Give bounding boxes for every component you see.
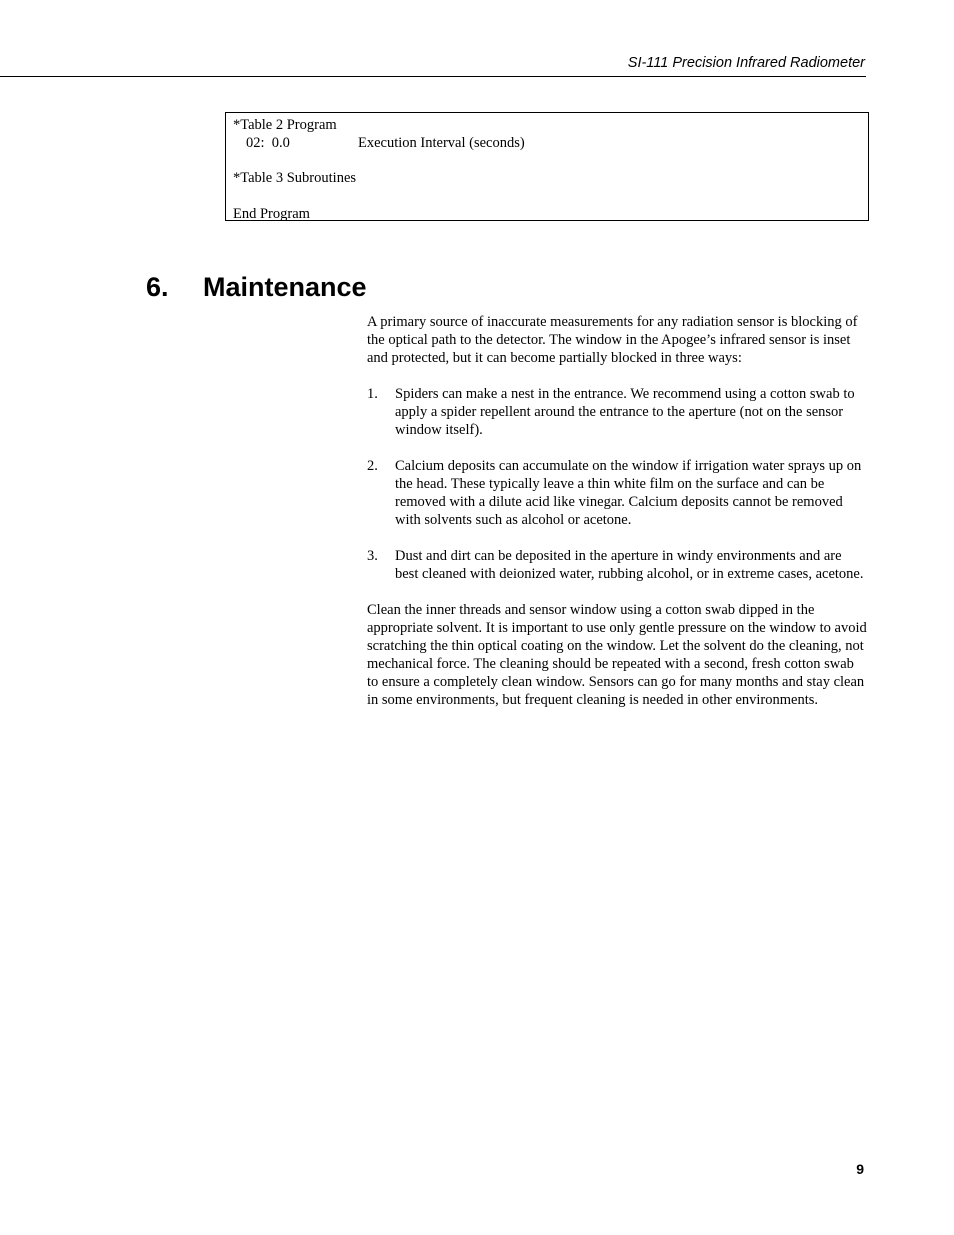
list-item (367, 385, 867, 439)
list-item-text: Dust and dirt can be deposited in the aperture in windy environments and are best cleaned with deionized water, rubbing alcohol, or in extreme cases, acetone. (395, 548, 864, 582)
intro-paragraph: A primary source of inaccurate measurements for any radiation sensor is blocking of the optical path to the detector. The window in the Apogee’s infrared sensor is inset and protected, but it can become partially blocked in three ways: (367, 314, 858, 366)
running-header: SI-111 Precision Infrared Radiometer (627, 55, 865, 71)
list-item-text: Calcium deposits can accumulate on the window if irrigation water sprays up on the head. These typically leave a thin white film on the surface and can be removed with a dilute acid like vinegar. Calcium deposits cannot be removed with solvents such as alcohol or acetone. (395, 458, 862, 528)
page-number: 9 (856, 1161, 864, 1177)
section-title: Maintenance (203, 272, 367, 302)
program-code-box (225, 112, 869, 221)
list-marker: 2. (367, 458, 378, 474)
list-item-text: Spiders can make a nest in the entrance. We recommend using a cotton swab to apply a spider repellent around the entrance to the aperture (not on the sensor window itself). (395, 386, 855, 438)
section-body (367, 313, 867, 727)
code-blank-line (233, 153, 861, 171)
code-line-table3: *Table 3 Subroutines (233, 170, 357, 187)
code-line-table2: *Table 2 Program (233, 117, 337, 133)
blockage-list (367, 385, 867, 583)
list-marker: 3. (367, 548, 378, 564)
code-line-execution-interval (233, 135, 861, 153)
list-marker: 1. (367, 386, 378, 402)
section-heading (146, 270, 367, 304)
code-comment: Execution Interval (seconds) (358, 134, 525, 151)
list-item (367, 457, 867, 529)
closing-paragraph: Clean the inner threads and sensor window using a cotton swab dipped in the appropriate solvent. It is important to use only gentle pressure on the window to avoid scratching the thin optical coating on the window. Let the solvent do the cleaning, not mechanical force. The cleaning should be repeated with a second, fresh cotton swab to ensure a completely clean window. Sensors can go for many months and stay clean in some environments, but frequent cleaning is needed in other environments. (367, 602, 867, 708)
header-rule (0, 76, 866, 77)
code-blank-line (233, 188, 861, 206)
section-number: 6. (146, 272, 169, 302)
list-item (367, 547, 867, 583)
code-instruction: 02: 0.0 (246, 134, 290, 151)
code-line-end: End Program (233, 205, 310, 222)
